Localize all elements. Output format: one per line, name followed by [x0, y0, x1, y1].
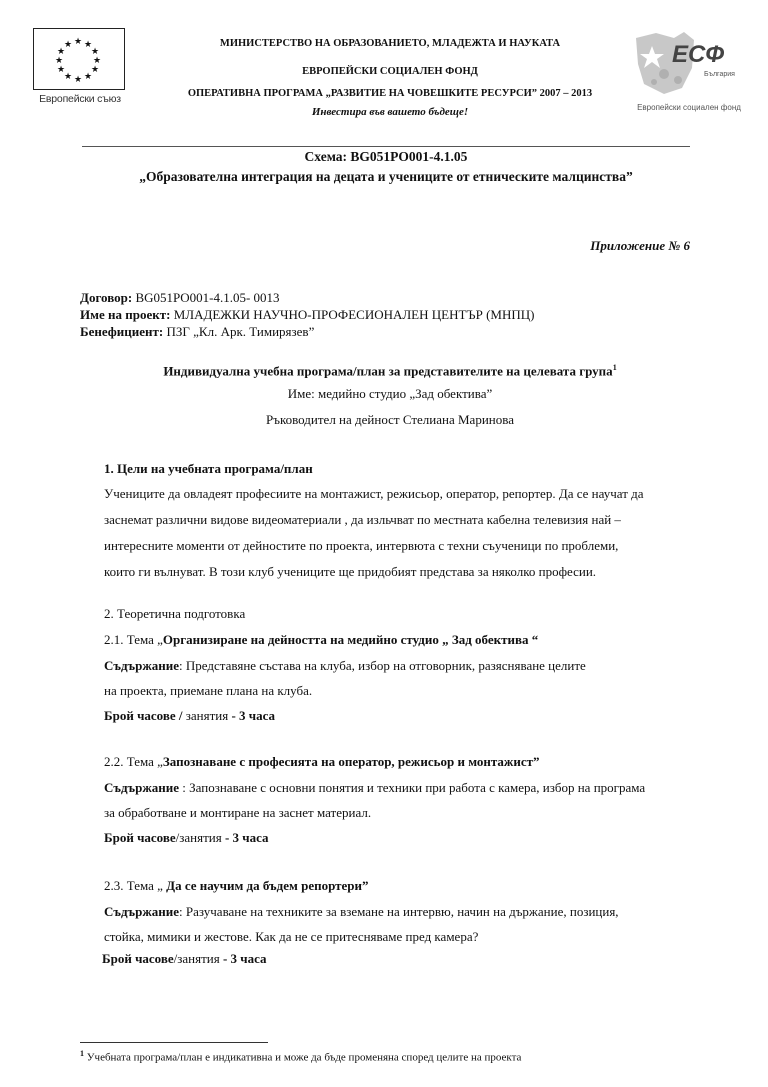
hours-mid: /занятия [173, 951, 223, 966]
hours-label: Брой часове / [104, 708, 183, 723]
svg-text:★: ★ [63, 71, 73, 81]
content-text: : Представяне състава на клуба, избор на отговорник, разясняване целите [179, 658, 586, 673]
section1-line: заснемат различни видове видеоматериали , да изльчват по местната кабелна телевизия най – [104, 512, 621, 527]
hours-label: Брой часове [102, 951, 174, 966]
contract-label: Договор: [80, 290, 133, 305]
esf-emblem-icon [634, 28, 744, 100]
beneficiary-value: ПЗГ „Кл. Арк. Тимирязев” [163, 324, 315, 339]
esf-logo-text: ЕСФ [672, 41, 725, 68]
beneficiary-line [80, 324, 314, 340]
topic-2-3-content-line [104, 904, 619, 920]
eu-caption: Европейски съюз [39, 93, 121, 105]
esf-logo [634, 28, 744, 120]
header-divider [82, 146, 690, 147]
svg-text:★: ★ [63, 39, 73, 49]
svg-text:★: ★ [73, 74, 83, 84]
content-label: Съдържание [104, 658, 180, 673]
topic-2-2-content-line [104, 780, 645, 796]
hours-label: Брой часове [104, 830, 176, 845]
contract-line [80, 290, 280, 306]
topic-number: 2.1. Тема „ [104, 632, 163, 647]
project-line [80, 307, 534, 323]
eu-stars-icon [34, 29, 123, 88]
topic-2-1-title-line [104, 632, 538, 648]
topic-2-2-title-line [104, 754, 540, 770]
section1-body [104, 481, 644, 585]
footnote-divider [80, 1042, 268, 1043]
topic-number: 2.2. Тема „ [104, 754, 163, 769]
footnote-text: Учебната програма/план е индикативна и може да бъде променяна според целите на проекта [84, 1051, 522, 1064]
appendix-label: Приложение № 6 [590, 238, 690, 253]
svg-text:★: ★ [83, 39, 93, 49]
plan-leader: Ръководител на дейност Стелиана Маринова [266, 412, 514, 427]
content-label: Съдържание [104, 904, 180, 919]
schema-title: Схема: BG051PO001-4.1.05 [304, 149, 468, 164]
hours-value: - 3 часа [222, 951, 267, 966]
hours-value: - 3 часа [231, 708, 276, 723]
programme-title: ОПЕРАТИВНА ПРОГРАМА „РАЗВИТИЕ НА ЧОВЕШКИТЕ РЕСУРСИ” 2007 – 2013 [187, 88, 593, 99]
section1-heading: 1. Цели на учебната програма/план [104, 461, 313, 476]
hours-value: - 3 часа [224, 830, 269, 845]
topic-2-1-content-line2: на проекта, приемане плана на клуба. [104, 683, 313, 698]
content-label: Съдържание [104, 780, 180, 795]
topic-2-3-content-line2: стойка, мимики и жестове. Как да не се притесняваме пред камера? [104, 929, 479, 944]
plan-footnote-mark: 1 [612, 363, 617, 372]
svg-text:★: ★ [56, 46, 66, 56]
footnote [80, 1049, 521, 1064]
contract-value: BG051PO001-4.1.05- 0013 [132, 290, 280, 305]
section2-heading: 2. Теоретична подготовка [104, 606, 246, 621]
ministry-title: МИНИСТЕРСТВО НА ОБРАЗОВАНИЕТО, МЛАДЕЖТА И НАУКАТА [219, 38, 561, 49]
hours-mid: /занятия [175, 830, 225, 845]
beneficiary-label: Бенефициент: [80, 324, 164, 339]
svg-text:★: ★ [92, 55, 102, 65]
topic-title: Организиране на дейността на медийно студио „ Зад обектива “ [162, 632, 539, 647]
esf-caption: Европейски социален фонд [637, 103, 741, 112]
svg-text:★: ★ [54, 55, 64, 65]
topic-2-2-hours [104, 830, 269, 846]
slogan: Инвестира във вашето бъдеще! [311, 106, 469, 118]
footnote-mark: 1 [80, 1049, 84, 1058]
hours-mid: занятия [182, 708, 232, 723]
plan-title-text: Индивидуална учебна програма/план за представителите на целевата група [163, 363, 613, 379]
content-text: : Разучаване на техниките за вземане на интервю, начин на държание, позиция, [179, 904, 619, 919]
topic-title: Да се научим да бъдем репортери” [162, 878, 369, 893]
topic-2-1-content-line [104, 658, 586, 674]
project-value: МЛАДЕЖКИ НАУЧНО-ПРОФЕСИОНАЛЕН ЦЕНТЪР (МНПЦ) [170, 307, 535, 322]
fund-title: ЕВРОПЕЙСКИ СОЦИАЛЕН ФОНД [302, 66, 478, 77]
plan-title [80, 363, 700, 379]
topic-2-3-hours [102, 951, 267, 967]
plan-name: Име: медийно студио „Зад обектива” [287, 386, 493, 401]
topic-2-1-hours [104, 708, 275, 724]
content-text: : Запознаване с основни понятия и техники при работа с камера, избор на програма [179, 780, 646, 795]
svg-text:★: ★ [90, 64, 100, 74]
project-label: Име на проект: [80, 307, 171, 322]
schema-subtitle: „Образователна интеграция на децата и учениците от етническите малцинства” [139, 169, 633, 184]
section1-line: които ги вълнуват. В този клуб учениците ще придобият представа за няколко професии. [104, 564, 597, 579]
topic-number: 2.3. Тема „ [104, 878, 163, 893]
topic-2-2-content-line2: за обработване и монтиране на заснет материал. [104, 805, 372, 820]
eu-flag-icon [33, 28, 125, 90]
topic-2-3-title-line [104, 878, 369, 894]
svg-text:★: ★ [56, 64, 66, 74]
svg-text:★: ★ [73, 36, 83, 46]
topic-title: Запознаване с професията на оператор, режисьор и монтажист” [162, 754, 540, 769]
section1-line: интересните моменти от дейностите по проекта, интервюта с техни съученици по проблеми, [104, 538, 619, 553]
section1-line: Учениците да овладеят професиите на монтажист, режисьор, оператор, репортер. Да се научат да [104, 486, 644, 501]
eu-logo [33, 28, 127, 106]
svg-text:★: ★ [90, 46, 100, 56]
esf-country: България [704, 71, 735, 78]
svg-text:★: ★ [83, 71, 93, 81]
